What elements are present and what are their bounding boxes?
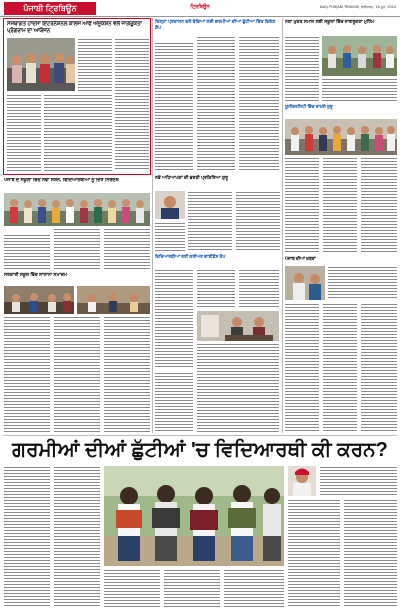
column-rule-1 <box>152 18 153 433</box>
feature-text-c <box>104 569 160 608</box>
story6-text-c <box>104 316 150 432</box>
feature-text-e <box>224 569 284 608</box>
story6-photo <box>4 286 74 314</box>
story7-photo <box>197 311 279 341</box>
story1-text-e <box>78 94 112 171</box>
page-label: ਟ੍ਰਿਬਿਊਨ <box>190 4 210 10</box>
author-portrait-graphic <box>288 466 316 496</box>
story8-photo <box>285 119 397 155</box>
story6-photo2-graphic <box>77 286 150 314</box>
story8-headline: ਯੂਨੀਵਰਸਿਟੀ ਵਿੱਚ ਦਾਖ਼ਲੇ ਸ਼ੁਰੂ <box>285 104 333 109</box>
story9-text-c <box>323 303 357 433</box>
story6-headline: ਸਰਕਾਰੀ ਸਕੂਲ ਵਿੱਚ ਸਾਲਾਨਾ ਸਮਾਗਮ <box>4 272 68 277</box>
feature-text-h <box>344 499 397 608</box>
column-rule-2 <box>282 18 283 433</box>
story7-headline: ਵਿਦਿਆਰਥੀਆਂ ਲਈ ਕਰੀਅਰ ਗਾਈਡੈਂਸ ਕੈਂਪ <box>155 254 226 259</box>
story8-text-c <box>361 157 397 253</box>
story5-headline: ਨਵੇਂ ਅਧਿਆਪਕਾਂ ਦੀ ਭਰਤੀ ਪ੍ਰਕਿਰਿਆ ਸ਼ੁਰੂ <box>155 175 228 180</box>
masthead <box>0 0 400 17</box>
story1-text-d <box>44 94 78 171</box>
author-portrait <box>288 466 316 496</box>
feature-photo <box>104 466 284 566</box>
story1-text-b <box>115 38 149 171</box>
story4-photo-graphic <box>4 193 150 226</box>
story2-text-b <box>197 36 235 172</box>
feature-text-g <box>288 499 340 608</box>
story1-photo-graphic <box>7 38 75 91</box>
story7-text-c <box>239 269 279 309</box>
story1-text-a <box>78 38 112 91</box>
story1-text-c <box>7 94 41 171</box>
story7-text-d <box>197 343 279 432</box>
story9-photo-graphic <box>285 266 325 300</box>
story5-text-b <box>236 191 280 251</box>
feature-text-f <box>320 466 397 496</box>
story4-photo <box>4 193 150 226</box>
brand-logo: ਪੰਜਾਬੀ ਟ੍ਰਿਬਿਊਨ <box>4 2 96 15</box>
story6-photo-2 <box>77 286 150 314</box>
feature-photo-graphic <box>104 466 284 566</box>
story8-text-b <box>323 157 357 253</box>
story4-text-b <box>54 228 100 270</box>
story2-text-a <box>155 42 193 172</box>
feature-text-a <box>4 466 50 608</box>
story7-text-b <box>197 269 235 309</box>
story3-text-a <box>285 36 319 102</box>
story3-text-b <box>322 78 397 102</box>
story4-text-a <box>4 234 50 270</box>
story9-headline: ਪੰਜਾਬ ਦੀਆਂ ਖ਼ਬਰਾਂ <box>285 256 316 261</box>
story6-photo-graphic <box>4 286 74 314</box>
story8-text-a <box>285 157 319 253</box>
story2-headline: ਜ਼ਿਲ੍ਹਾ ਪ੍ਰਸ਼ਾਸਨ ਵਲੋਂ ਬੱਚਿਆਂ ਲਈ ਗਰਮੀਆਂ ਦੀਆਂ ਛੁੱਟੀਆਂ ਵਿੱਚ ਵਿਸ਼ੇਸ਼ ਕੈਂਪ <box>155 19 276 30</box>
feature-text-d <box>164 569 220 608</box>
story3-headline: ਨਸ਼ਾ ਮੁਕਤ ਸਮਾਜ ਲਈ ਸਕੂਲਾਂ ਵਿੱਚ ਜਾਗਰੂਕਤਾ ਮੁਹਿੰਮ <box>285 19 375 24</box>
story3-photo-graphic <box>322 36 397 76</box>
story6-text-b <box>54 316 100 432</box>
dateline: Daily PUNJABI TRIBUNE, ਚੰਡੀਗੜ੍ਹ, 16 ਜੂਨ, 2024 <box>319 5 396 9</box>
story1-photo <box>7 38 75 91</box>
story8-photo-graphic <box>285 119 397 155</box>
story7-photo-graphic <box>197 311 279 341</box>
story5-text-c <box>155 222 185 251</box>
story2-text-c <box>239 36 279 172</box>
banner-headline: ਗਰਮੀਆਂ ਦੀਆਂ ਛੁੱਟੀਆਂ 'ਚ ਵਿਦਿਆਰਥੀ ਕੀ ਕਰਨ? <box>12 439 388 461</box>
story9-text-d <box>361 303 397 433</box>
story6-text-a <box>4 316 50 432</box>
story9-text-a <box>328 266 397 300</box>
story4-headline: ਪੰਜਾਬ ਦੇ ਸਕੂਲਾਂ ਵਿੱਚ ਨਵਾਂ ਸੈਸ਼ਨ, ਵਿਦਿਆਰਥੀਆਂ ਨੂੰ ਦਿੱਤੇ ਨਿਰਦੇਸ਼ <box>4 178 119 183</box>
story7-text-e <box>155 372 193 432</box>
story3-photo <box>322 36 397 76</box>
story5-portrait-graphic <box>155 191 185 219</box>
story-box-left <box>3 18 151 175</box>
story4-text-c <box>104 228 150 270</box>
feature-text-b <box>54 466 100 608</box>
story5-text-a <box>188 191 232 251</box>
banner-rule <box>3 435 397 436</box>
story7-text-a <box>155 269 193 369</box>
story5-portrait <box>155 191 185 219</box>
story9-text-b <box>285 303 319 433</box>
story1-headline: ਸੰਸਥਾਗਤ ਹਾਦਸਾ ਇੰਟਰਨੈਸ਼ਨਲ ਕਾਲਜ ਆਫ ਐਜੂਕੇਸ਼ਨ ਵਲੋਂ ਜਾਗਰੂਕਤਾ ਪ੍ਰੋਗਰਾਮ ਦਾ ਆਯੋਜਨ <box>7 21 142 34</box>
story9-photo <box>285 266 325 300</box>
